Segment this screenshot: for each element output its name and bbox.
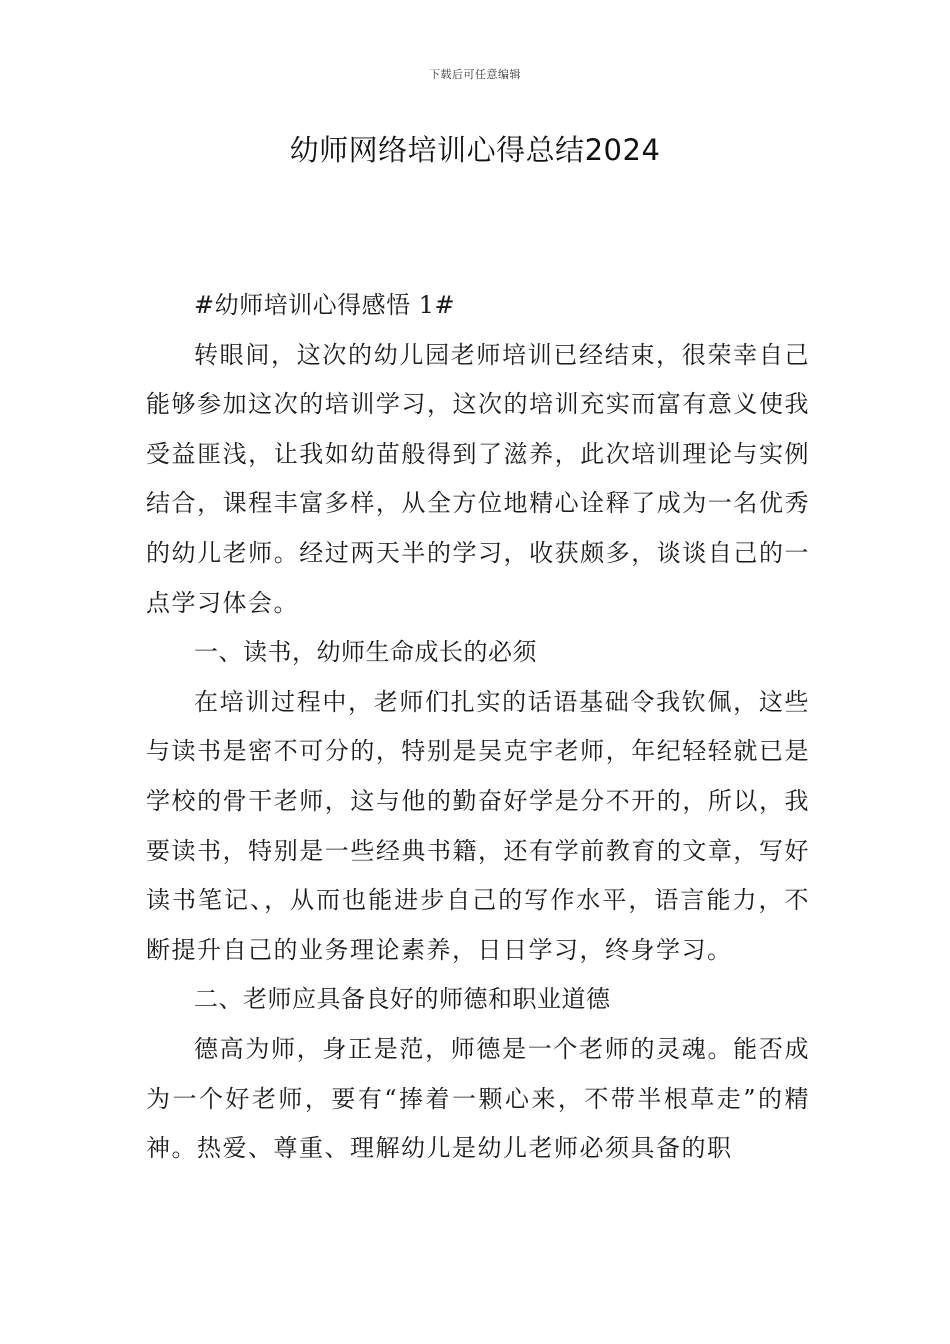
- document-body: [146, 281, 810, 1174]
- intro-paragraph: 转眼间，这次的幼儿园老师培训已经结束，很荣幸自己能够参加这次的培训学习，这次的培训充实而富有意义使我受益匪浅，让我如幼苗般得到了滋养，此次培训理论与实例结合，课程丰富多样，从全方位地精心诠释了成为一名优秀的幼儿老师。经过两天半的学习，收获颇多，谈谈自己的一点学习体会。: [146, 340, 810, 617]
- document-title: 幼师网络培训心得总结2024: [289, 133, 661, 167]
- section-tag: #幼师培训心得感悟 1#: [194, 291, 456, 319]
- section-heading-1: 一、读书，幼师生命成长的必须: [194, 638, 537, 667]
- section-1-paragraph: 在培训过程中，老师们扎实的话语基础令我钦佩，这些与读书是密不可分的，特别是吴克宇老师，年纪轻轻就已是学校的骨干老师，这与他的勤奋好学是分不开的，所以，我要读书，特别是一些经典书籍，还有学前教育的文章，写好读书笔记、，从而也能进步自己的写作水平，语言能力，不断提升自己的业务理论素养，日日学习，终身学习。: [146, 687, 810, 964]
- section-2-paragraph: 德高为师，身正是范，师德是一个老师的灵魂。能否成为一个好老师，要有“捧着一颗心来，不带半根草走”的精神。热爱、尊重、理解幼儿是幼儿老师必须具备的职: [146, 1034, 810, 1163]
- header-note: 下载后可任意编辑: [429, 68, 521, 81]
- section-heading-2: 二、老师应具备良好的师德和职业道德: [194, 985, 611, 1014]
